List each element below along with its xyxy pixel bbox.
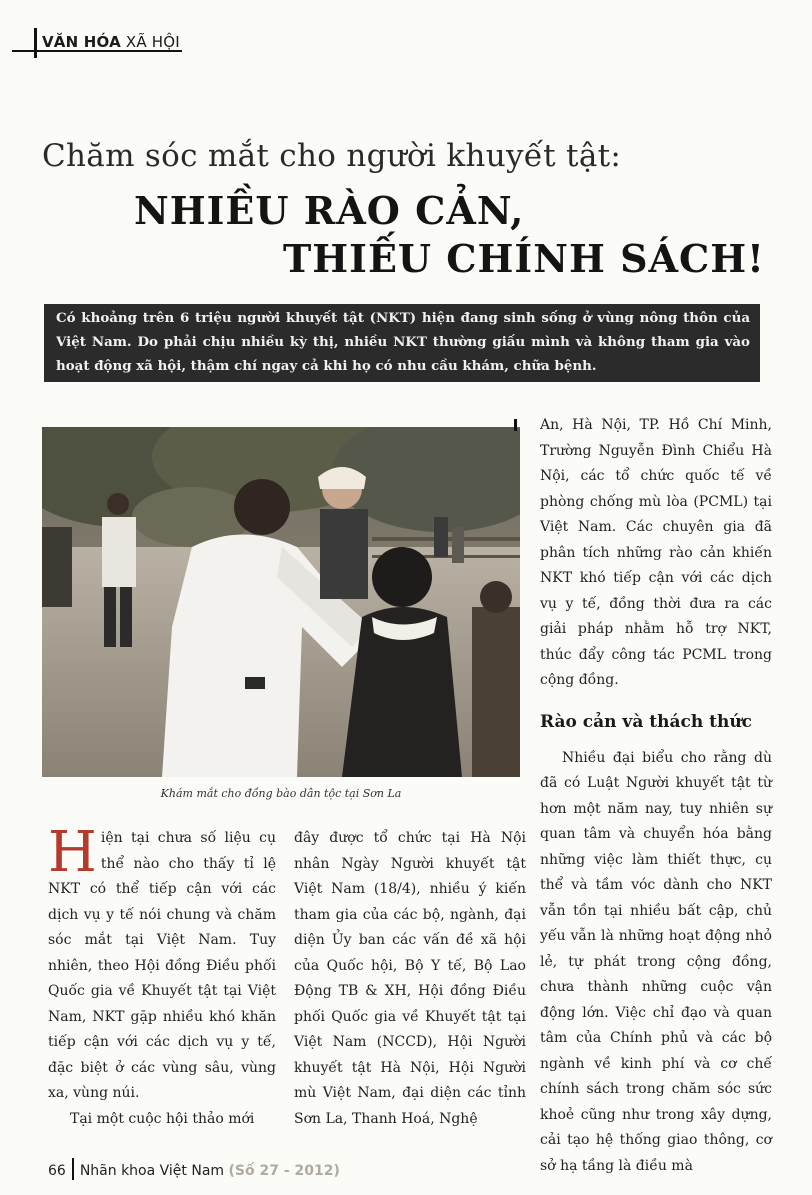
issue-number: (Số 27 - 2012) <box>228 1163 340 1179</box>
section-marker <box>34 28 37 58</box>
eye-exam-photo <box>42 427 520 777</box>
paragraph-left-2: Tại một cuộc hội thảo mới <box>70 1110 255 1127</box>
footer-separator <box>72 1158 74 1180</box>
headline-line-2: THIẾU CHÍNH SÁCH! <box>283 236 765 281</box>
paragraph-right-1: An, Hà Nội, TP. Hồ Chí Minh, Trường Nguyễn Đình Chiểu Hà Nội, các tổ chức quốc tế về phòng chống mù lòa (PCML) tại Việt Nam. Các chuyên gia đã phân tích những rào cản khiến NKT khó tiếp cận với các dịch vụ y tế, đồng thời đưa ra các giải pháp nhằm hỗ trợ NKT, thúc đẩy công tác PCML trong cộng đồng. <box>540 417 772 688</box>
paragraph-right-2: Nhiều đại biểu cho rằng dù đã có Luật Người khuyết tật từ hơn một năm nay, tuy nhiên sự quan tâm và chuyển hóa bằng những việc làm thiết thực, cụ thể và tầm vóc dành cho NKT vẫn tồn tại nhiều bất cập, chủ yếu vẫn là những hoạt động nhỏ lẻ, tự phát trong cộng đồng, chưa thành những cuộc vận động lớn. Việc chỉ đạo và quan tâm của Chính phủ và các bộ ngành về kinh phí và cơ chế chính sách trong chăm sóc sức khoẻ cũng như trong xây dựng, cải tạo hệ thống giao thông, cơ sở hạ tầng là điều mà <box>540 749 772 1174</box>
column-marker <box>514 419 517 431</box>
paragraph-left-1-text: iện tại chưa số liệu cụ thể nào cho thấy tỉ lệ NKT có thể tiếp cận với các dịch vụ y tế nói chung và chăm sóc mắt tại Việt Nam. Tuy nhiên, theo Hội đồng Điều phối Quốc gia về Khuyết tật tại Việt Nam, NKT gặp nhiều khó khăn tiếp cận với các dịch vụ y tế, đặc biệt ở các vùng sâu, vùng xa, vùng núi. <box>48 830 276 1101</box>
lead-paragraph: Có khoảng trên 6 triệu người khuyết tật (NKT) hiện đang sinh sống ở vùng nông thôn của Việt Nam. Do phải chịu nhiều kỳ thị, nhiều NKT thường giấu mình và không tham gia vào hoạt động xã hội, thậm chí ngay cả khi họ có nhu cầu khám, chữa bệnh. <box>44 304 760 382</box>
page-number: 66 <box>48 1163 66 1179</box>
article-kicker: Chăm sóc mắt cho người khuyết tật: <box>42 138 622 174</box>
paragraph-left-1 <box>48 820 276 1107</box>
section-tag-bold: VĂN HÓA <box>42 33 121 51</box>
drop-cap: H <box>48 820 97 885</box>
subheading: Rào cản và thách thức <box>540 711 753 732</box>
photo-caption: Khám mắt cho đồng bào dân tộc tại Sơn La <box>160 787 402 800</box>
article-photo <box>42 427 520 777</box>
column-middle <box>294 826 526 1132</box>
headline-line-1: NHIỀU RÀO CẢN, <box>134 188 525 233</box>
page-footer <box>48 1160 340 1182</box>
section-tag <box>42 33 180 51</box>
section-tag-light: XÃ HỘI <box>125 33 180 51</box>
column-left <box>48 820 276 1132</box>
column-right <box>540 413 772 1179</box>
magazine-name: Nhãn khoa Việt Nam <box>79 1163 225 1179</box>
paragraph-middle-1: đây được tổ chức tại Hà Nội nhân Ngày Người khuyết tật Việt Nam (18/4), nhiều ý kiến tham gia của các bộ, ngành, đại diện Ủy ban các vấn đề xã hội của Quốc hội, Bộ Y tế, Bộ Lao Động TB & XH, Hội đồng Điều phối Quốc gia về Khuyết tật tại Việt Nam (NCCD), Hội Người khuyết tật Hà Nội, Hội Người mù Việt Nam, đại diện các tỉnh Sơn La, Thanh Hoá, Nghệ <box>294 830 526 1127</box>
